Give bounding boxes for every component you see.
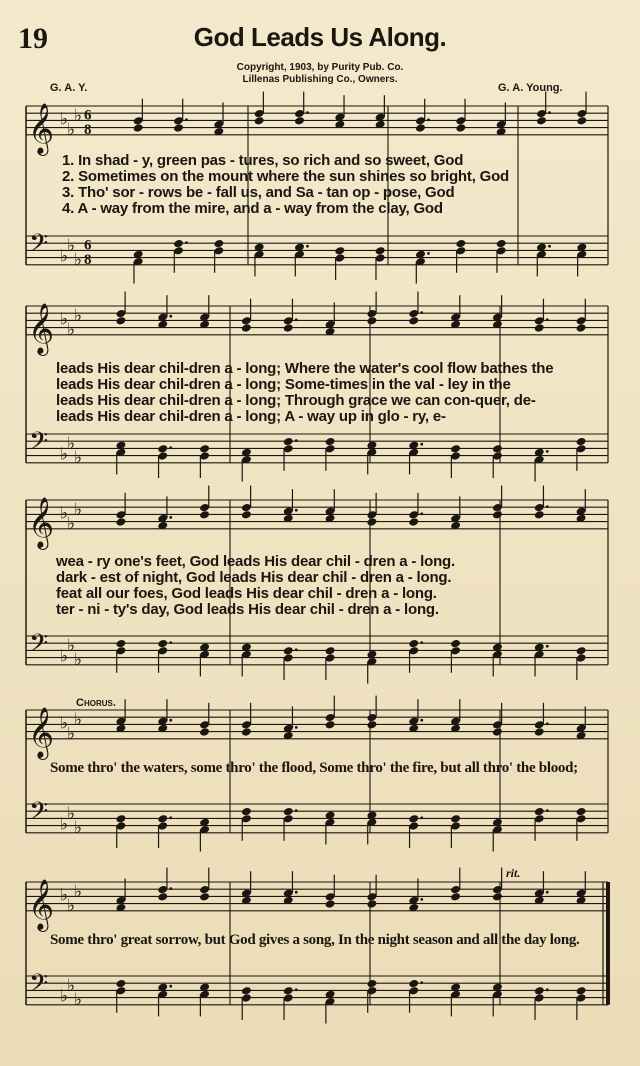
music-composer: G. A. Young.	[498, 82, 563, 94]
svg-text:♭: ♭	[67, 320, 76, 341]
svg-text:♭: ♭	[67, 433, 76, 454]
svg-text:♭: ♭	[74, 105, 83, 126]
copyright-line-1: Copyright, 1903, by Purity Pub. Co.	[236, 62, 404, 73]
svg-text:♭: ♭	[67, 120, 76, 141]
lyric-line: 4. A - way from the mire, and a - way from the clay, God	[62, 200, 443, 217]
svg-text:8: 8	[84, 251, 92, 268]
svg-text:♭: ♭	[74, 305, 83, 326]
svg-text:6: 6	[84, 237, 92, 254]
svg-text:♭: ♭	[60, 246, 69, 267]
svg-text:♭: ♭	[74, 709, 83, 730]
svg-text:♭: ♭	[60, 814, 69, 835]
hymn-number: 19	[18, 22, 48, 55]
lyric-line: 2. Sometimes on the mount where the sun shines so bright, God	[62, 168, 510, 185]
svg-text:♭: ♭	[60, 309, 69, 330]
svg-text:6: 6	[84, 107, 92, 124]
svg-text:𝄢: 𝄢	[29, 797, 49, 832]
lyric-line: Some thro' the waters, some thro' the flood, Some thro' the fire, but all thro' the blood;	[50, 760, 578, 776]
svg-text:♭: ♭	[74, 818, 83, 839]
lyric-line: leads His dear chil-dren a - long; Through grace we can con-quer, de-	[56, 392, 536, 409]
svg-text:♭: ♭	[67, 235, 76, 256]
svg-text:𝄢: 𝄢	[29, 629, 49, 664]
svg-text:♭: ♭	[67, 803, 76, 824]
lyric-line: Some thro' great sorrow, but God gives a song, In the night season and all the day long.	[50, 932, 580, 948]
svg-text:♭: ♭	[60, 109, 69, 130]
hymn-title: God Leads Us Along.	[193, 22, 447, 52]
svg-text:♭: ♭	[74, 499, 83, 520]
svg-text:8: 8	[84, 121, 92, 138]
svg-text:♭: ♭	[60, 503, 69, 524]
svg-text:♭: ♭	[67, 635, 76, 656]
lyric-line: 1. In shad - y, green pas - tures, so rich and so sweet, God	[62, 152, 464, 169]
staff-notation	[18, 0, 612, 1066]
ritardando-marking: rit.	[506, 866, 521, 880]
svg-text:♭: ♭	[74, 990, 83, 1011]
lyric-line: leads His dear chil-dren a - long; Some-times in the val - ley in the	[56, 376, 511, 393]
svg-text:♭: ♭	[60, 444, 69, 465]
lyric-line: feat all our foes, God leads His dear chil - dren a - long.	[56, 585, 437, 602]
svg-text:♭: ♭	[74, 250, 83, 271]
svg-text:𝄞: 𝄞	[28, 706, 55, 758]
music-system-5	[18, 0, 612, 1066]
words-author: G. A. Y.	[50, 82, 88, 94]
svg-text:𝄢: 𝄢	[29, 229, 49, 264]
lyric-line: leads His dear chil-dren a - long; Where the water's cool flow bathes the	[56, 360, 554, 377]
svg-text:♭: ♭	[60, 646, 69, 667]
lyric-line: leads His dear chil-dren a - long; A - way up in glo - ry, e-	[56, 408, 446, 425]
svg-text:♭: ♭	[60, 885, 69, 906]
copyright-line-2: Lillenas Publishing Co., Owners.	[242, 74, 398, 85]
lyric-line: dark - est of night, God leads His dear chil - dren a - long.	[56, 569, 452, 586]
lyric-line: wea - ry one's feet, God leads His dear chil - dren a - long.	[56, 553, 455, 570]
svg-text:♭: ♭	[60, 713, 69, 734]
svg-text:♭: ♭	[67, 514, 76, 535]
svg-text:♭: ♭	[67, 896, 76, 917]
svg-text:𝄞: 𝄞	[28, 102, 55, 154]
svg-text:♭: ♭	[74, 650, 83, 671]
svg-text:♭: ♭	[74, 881, 83, 902]
svg-text:𝄞: 𝄞	[28, 878, 55, 930]
svg-text:𝄞: 𝄞	[28, 302, 55, 354]
lyric-line: 3. Tho' sor - rows be - fall us, and Sa - tan op - pose, God	[62, 184, 455, 201]
svg-text:♭: ♭	[74, 448, 83, 469]
svg-text:𝄢: 𝄢	[29, 969, 49, 1004]
svg-text:𝄞: 𝄞	[28, 496, 55, 548]
svg-text:♭: ♭	[67, 724, 76, 745]
svg-text:𝄢: 𝄢	[29, 427, 49, 462]
lyric-line: ter - ni - ty's day, God leads His dear chil - dren a - long.	[56, 601, 439, 618]
svg-text:♭: ♭	[67, 975, 76, 996]
svg-text:♭: ♭	[60, 986, 69, 1007]
chorus-label: Chorus.	[76, 697, 116, 709]
